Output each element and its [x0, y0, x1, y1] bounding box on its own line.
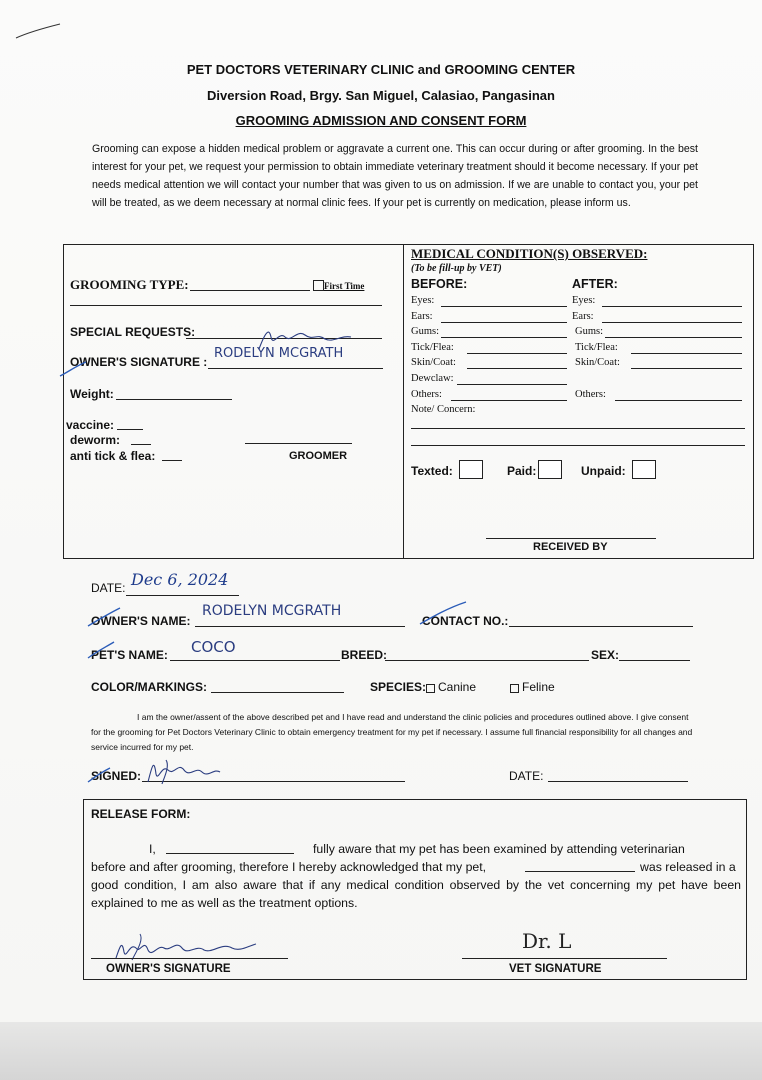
owner-signature-label: OWNER'S SIGNATURE :: [70, 355, 208, 369]
after-item-field[interactable]: [615, 400, 742, 401]
sex-label: SEX:: [591, 648, 620, 662]
before-item-field[interactable]: [441, 322, 567, 323]
after-item-label: Skin/Coat:: [575, 357, 620, 368]
date-label: DATE:: [91, 581, 126, 595]
before-item-label: Gums:: [411, 326, 440, 337]
after-heading: AFTER:: [572, 277, 618, 291]
after-item-label: Others:: [575, 389, 606, 400]
owner-name-field[interactable]: [195, 626, 405, 627]
owner-signature-scribble: [255, 323, 355, 353]
release-text-4: good condition, I am also aware that if any medical condition observed by the vet concerning my pet have been explained to me as well as the treatment options.: [91, 878, 741, 910]
species-label: SPECIES:: [370, 680, 427, 694]
date2-field[interactable]: [548, 781, 688, 782]
release-pet-field[interactable]: [525, 871, 635, 872]
anti-tick-label: anti tick & flea:: [70, 449, 156, 463]
page-bottom-shadow: [0, 1022, 762, 1080]
canine-checkbox[interactable]: [426, 684, 435, 693]
pet-name-field[interactable]: [170, 660, 340, 661]
release-owner-sig-label: OWNER'S SIGNATURE: [106, 963, 231, 975]
first-time-checkbox[interactable]: [313, 280, 324, 291]
paid-label: Paid:: [507, 464, 537, 478]
medical-title: MEDICAL CONDITION(S) OBSERVED:: [411, 246, 648, 261]
after-item-field[interactable]: [605, 337, 742, 338]
groomer-label: GROOMER: [289, 450, 348, 462]
before-item-label: Eyes:: [411, 295, 435, 306]
before-heading: BEFORE:: [411, 277, 468, 291]
before-item-field[interactable]: [467, 353, 567, 354]
medical-subtitle: (To be fill-up by VET): [411, 263, 502, 274]
pet-name-label: PET'S NAME:: [91, 648, 168, 662]
owner-signature-field[interactable]: [208, 368, 383, 369]
clinic-address: Diversion Road, Brgy. San Miguel, Calasiao, Pangasinan: [207, 88, 555, 103]
date-field[interactable]: [126, 595, 239, 596]
intro-paragraph: Grooming can expose a hidden medical problem or aggravate a current one. This can occur during or after grooming. In the best interest for your pet, we request your permission to obtain immediate veterinary treatment should it become necessary. If your pet needs medical attention we will contact your number that was given to us on admission. If we are unable to contact you, your pet will be treated, as we deem necessary at normal clinic fees. If your pet is currently on medication, please inform us.: [92, 143, 698, 209]
before-item-field[interactable]: [441, 306, 567, 307]
groomer-signature-line[interactable]: [245, 443, 352, 444]
release-text-3: was released in a: [640, 860, 736, 874]
received-by-label: RECEIVED BY: [533, 541, 608, 553]
received-by-line[interactable]: [486, 538, 656, 539]
texted-label: Texted:: [411, 464, 453, 478]
release-i: I,: [149, 842, 156, 856]
contact-label: CONTACT NO.:: [422, 614, 509, 628]
pen-mark: [14, 20, 64, 50]
owner-name-value: RODELYN MCGRATH: [202, 603, 342, 619]
deworm-field[interactable]: [131, 444, 151, 445]
pet-name-value: COCO: [191, 638, 236, 656]
before-item-label: Others:: [411, 389, 442, 400]
grooming-type-label: GROOMING TYPE:: [70, 277, 189, 292]
after-item-label: Ears:: [572, 311, 594, 322]
vet-signed: Dr. L: [522, 929, 572, 953]
check-mark-1: [58, 360, 88, 380]
before-item-label: Dewclaw:: [411, 373, 454, 384]
before-item-field[interactable]: [467, 368, 567, 369]
before-item-field[interactable]: [457, 384, 567, 385]
grooming-type-line-2[interactable]: [70, 305, 382, 306]
before-item-label: Ears:: [411, 311, 433, 322]
canine-label: Canine: [438, 680, 477, 694]
before-item-label: Note/ Concern:: [411, 404, 476, 415]
check-mark-2: [86, 606, 122, 628]
feline-checkbox[interactable]: [510, 684, 519, 693]
release-owner-field[interactable]: [166, 853, 294, 854]
date2-label: DATE:: [509, 769, 544, 783]
panel-divider: [403, 244, 404, 558]
release-paragraph: [91, 840, 741, 912]
unpaid-checkbox[interactable]: [632, 460, 656, 479]
release-text-2: before and after grooming, therefore I hereby acknowledged that my pet,: [91, 860, 487, 874]
release-title: RELEASE FORM:: [91, 807, 191, 821]
before-item-label: Skin/Coat:: [411, 357, 456, 368]
special-requests-label: SPECIAL REQUESTS:: [70, 325, 196, 339]
check-mark-4: [86, 640, 116, 660]
vaccine-field[interactable]: [117, 429, 143, 430]
grooming-type-field[interactable]: [190, 290, 310, 291]
after-item-label: Gums:: [575, 326, 604, 337]
sex-field[interactable]: [619, 660, 690, 661]
after-item-field[interactable]: [602, 322, 742, 323]
after-item-field[interactable]: [631, 368, 742, 369]
after-item-field[interactable]: [602, 306, 742, 307]
note-line-2[interactable]: [411, 445, 745, 446]
anti-tick-field[interactable]: [162, 460, 182, 461]
contact-field[interactable]: [509, 626, 693, 627]
release-text-1: fully aware that my pet has been examined by attending veterinarian: [313, 842, 685, 856]
date-value: Dec 6, 2024: [131, 570, 229, 589]
after-item-label: Eyes:: [572, 295, 596, 306]
signed-label: SIGNED:: [91, 769, 142, 783]
release-owner-sig-line[interactable]: [91, 958, 288, 959]
breed-label: BREED:: [341, 648, 388, 662]
vaccine-label: vaccine:: [66, 418, 115, 432]
weight-label: Weight:: [70, 387, 114, 401]
after-item-field[interactable]: [631, 353, 742, 354]
color-markings-label: COLOR/MARKINGS:: [91, 680, 207, 694]
check-mark-3: [418, 600, 468, 626]
weight-field[interactable]: [116, 399, 232, 400]
consent-text: I am the owner/assent of the above described pet and I have read and understand the clinic policies and procedures outlined above. I give consent for the grooming for Pet Doctors Veterinary Clinic to obtain emergency treatment for my pet if necessary. I assume full financial responsibility for all changes and service incurred for my pet.: [91, 712, 693, 752]
feline-label: Feline: [522, 680, 555, 694]
owner-signature-name: RODELYN MCGRATH: [214, 346, 344, 361]
owner-name-label: OWNER'S NAME:: [91, 614, 191, 628]
signed-signature: [144, 752, 224, 788]
deworm-label: deworm:: [70, 433, 121, 447]
texted-checkbox[interactable]: [459, 460, 483, 479]
before-item-field[interactable]: [441, 337, 567, 338]
paid-checkbox[interactable]: [538, 460, 562, 479]
note-line-1[interactable]: [411, 428, 745, 429]
unpaid-label: Unpaid:: [581, 464, 626, 478]
vet-sig-label: VET SIGNATURE: [509, 963, 602, 975]
clinic-name: PET DOCTORS VETERINARY CLINIC and GROOMING CENTER: [186, 62, 576, 77]
color-markings-field[interactable]: [211, 692, 344, 693]
first-time-label: First Time: [324, 281, 365, 291]
breed-field[interactable]: [385, 660, 589, 661]
before-item-field[interactable]: [451, 400, 567, 401]
before-item-label: Tick/Flea:: [411, 342, 454, 353]
check-mark-5: [86, 766, 112, 784]
vet-sig-line[interactable]: [462, 958, 667, 959]
form-title: GROOMING ADMISSION AND CONSENT FORM: [235, 113, 527, 128]
after-item-label: Tick/Flea:: [575, 342, 618, 353]
